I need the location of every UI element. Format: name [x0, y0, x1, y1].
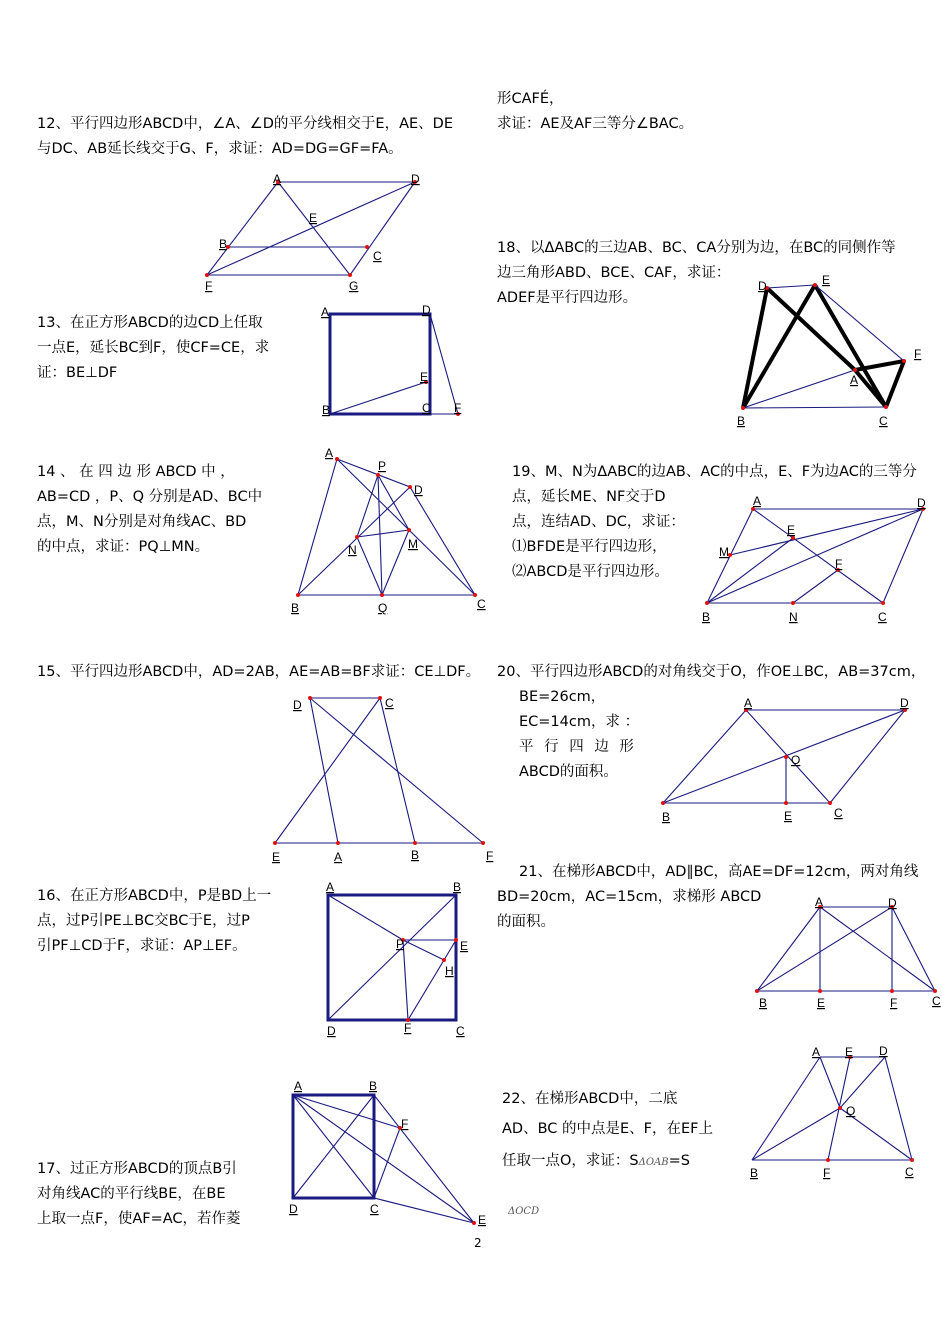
text-line: 对角线AC的平行线BE，在BE — [37, 1186, 226, 1202]
text-line: AD、BC 的中点是E、F，在EF上 — [502, 1121, 714, 1137]
problem-22-text — [502, 1084, 713, 1178]
label-N: N — [789, 610, 798, 624]
label-D: D — [758, 279, 767, 293]
label-C: C — [370, 1202, 379, 1216]
text-line: 平 行 四 边 形 — [519, 739, 637, 755]
figure-15 — [265, 690, 500, 870]
label-A: A — [273, 172, 282, 186]
label-C: C — [456, 1024, 465, 1038]
label-D: D — [289, 1202, 298, 1216]
text-line: 19、M、N为ΔABC的边AB、AC的中点，E、F为边AC的三等分 — [512, 464, 917, 480]
label-F: F — [486, 849, 494, 863]
label-D: D — [879, 1044, 888, 1058]
figure-16 — [318, 880, 478, 1040]
text-line: 上取一点F，使AF=AC，若作菱 — [37, 1211, 241, 1227]
text-line: 点，过P引PE⊥BC交BC于E，过P — [37, 913, 250, 929]
text-line: 21、在梯形ABCD中，AD∥BC，高AE=DF=12cm，两对角线 — [519, 864, 919, 880]
figure-22 — [740, 1045, 925, 1185]
label-A: A — [815, 895, 824, 909]
label-E: E — [845, 1045, 854, 1059]
label-D: D — [917, 496, 926, 510]
text-segment: 任取一点O，求证：S — [502, 1153, 639, 1169]
label-B: B — [702, 610, 711, 624]
text-line: 18、以ΔABC的三边AB、BC、CA分别为边，在BC的同侧作等 — [497, 240, 896, 256]
label-C: C — [373, 249, 382, 263]
label-F: F — [823, 1166, 831, 1180]
label-Q: Q — [378, 601, 388, 615]
label-D: D — [414, 483, 423, 497]
figure-19 — [695, 495, 935, 625]
figure-20 — [650, 695, 920, 825]
label-A: A — [294, 1079, 303, 1093]
label-B: B — [759, 996, 768, 1010]
label-M: M — [408, 537, 418, 551]
text-line — [502, 1146, 713, 1178]
problem-15-text — [37, 660, 480, 685]
text-line: 求证：AE及AF三等分∠BAC。 — [497, 116, 694, 132]
text-line: 20、平行四边形ABCD的对角线交于O，作OE⊥BC，AB=37cm， — [497, 664, 926, 680]
label-P: P — [378, 459, 387, 473]
text-line: 点，连结AD、DC，求证： — [512, 514, 685, 530]
label-E: E — [460, 939, 469, 953]
text-line: BE=26cm， — [519, 689, 606, 705]
label-C: C — [477, 597, 486, 611]
label-B: B — [322, 403, 331, 417]
label-C: C — [932, 994, 941, 1008]
label-A: A — [744, 696, 753, 710]
problem-17-continued-text — [497, 87, 693, 137]
label-O: O — [846, 1104, 856, 1118]
label-D: D — [293, 698, 302, 712]
label-E: E — [420, 370, 429, 384]
label-A: A — [321, 305, 330, 319]
label-D: D — [900, 696, 909, 710]
figure-18 — [730, 270, 930, 430]
text-line: ADEF是平行四边形。 — [497, 290, 638, 306]
label-A: A — [753, 494, 762, 508]
text-line: 形CAFÉ， — [497, 91, 564, 107]
label-C: C — [422, 401, 431, 415]
text-line: 与DC、AB延长线交于G、F，求证：AD=DG=GF=FA。 — [37, 141, 403, 157]
label-B: B — [750, 1166, 759, 1180]
text-line: 的面积。 — [497, 914, 555, 930]
label-E: E — [787, 523, 796, 537]
label-E: E — [817, 996, 826, 1010]
label-M: M — [719, 545, 729, 559]
label-P: P — [396, 937, 405, 951]
label-D: D — [411, 172, 420, 186]
label-A: A — [850, 373, 859, 387]
label-C: C — [385, 696, 394, 710]
label-B: B — [662, 810, 671, 824]
problem-13-text — [37, 311, 269, 386]
text-line: 证：BE⊥DF — [37, 365, 118, 381]
area-subscript-ocd: ΔOCD — [508, 1206, 540, 1217]
figure-21 — [745, 895, 945, 1015]
text-line: EC=14cm，求 ： — [519, 714, 640, 730]
text-line: 14 、 在 四 边 形 ABCD 中 ， — [37, 464, 235, 480]
label-H: H — [445, 964, 454, 978]
label-B: B — [369, 1079, 378, 1093]
text-segment: =S — [668, 1153, 690, 1169]
problem-12-text — [37, 112, 453, 162]
problem-16-text — [37, 884, 271, 959]
text-line: 13、在正方形ABCD的边CD上任取 — [37, 315, 263, 331]
figure-14 — [285, 445, 490, 615]
figure-12 — [195, 170, 435, 295]
text-line: BD=20cm，AC=15cm，求梯形 ABCD — [497, 889, 762, 905]
text-line: ⑵ABCD是平行四边形。 — [512, 564, 669, 580]
text-line: 12、平行四边形ABCD中，∠A、∠D的平分线相交于E，AE、DE — [37, 116, 454, 132]
page-number: 2 — [474, 1236, 482, 1250]
label-A: A — [325, 446, 334, 460]
label-C: C — [834, 806, 843, 820]
label-G: G — [349, 279, 359, 293]
label-B: B — [219, 237, 228, 251]
text-line: ABCD的面积。 — [519, 764, 618, 780]
text-line: 15、平行四边形ABCD中，AD=2AB，AE=AB=BF求证：CE⊥DF。 — [37, 664, 481, 680]
label-B: B — [737, 414, 746, 428]
text-line: 17、过正方形ABCD的顶点B引 — [37, 1161, 237, 1177]
text-line: 点，延长ME、NF交于D — [512, 489, 666, 505]
label-E: E — [272, 850, 281, 864]
figure-17 — [282, 1078, 492, 1228]
label-B: B — [291, 601, 300, 615]
label-D: D — [327, 1024, 336, 1038]
label-B: B — [453, 880, 462, 894]
label-F: F — [404, 1021, 412, 1035]
problem-17-text — [37, 1157, 241, 1232]
label-O: O — [791, 753, 801, 767]
text-line: AB=CD ，P、Q 分别是AD、BC中 — [37, 489, 263, 505]
label-E: E — [309, 211, 318, 225]
text-line: 边三角形ABD、BCE、CAF，求证： — [497, 265, 731, 281]
text-line: 的中点，求证：PQ⊥MN。 — [37, 539, 210, 555]
text-line: ⑴BFDE是平行四边形， — [512, 539, 667, 555]
label-F: F — [454, 401, 462, 415]
label-E: E — [784, 809, 793, 823]
text-line: 点，M、N分别是对角线AC、BD — [37, 514, 247, 530]
label-C: C — [905, 1165, 914, 1179]
label-C: C — [879, 414, 888, 428]
text-line: 22、在梯形ABCD中，二底 — [502, 1091, 678, 1107]
label-F: F — [205, 279, 213, 293]
text-line: 引PF⊥CD于F，求证：AP⊥EF。 — [37, 938, 247, 954]
label-N: N — [348, 543, 357, 557]
label-A: A — [326, 880, 335, 894]
label-C: C — [878, 610, 887, 624]
figure-13 — [318, 302, 468, 427]
label-F: F — [914, 347, 922, 361]
label-D: D — [422, 303, 431, 317]
area-subscript-oab: ΔOAB — [638, 1157, 669, 1168]
problem-14-text — [37, 460, 262, 560]
text-line: 一点E，延长BC到F，使CF=CE，求 — [37, 340, 270, 356]
label-A: A — [334, 850, 343, 864]
label-F: F — [890, 996, 898, 1010]
label-F: F — [401, 1117, 409, 1131]
label-B: B — [411, 848, 420, 862]
label-D: D — [888, 896, 897, 910]
label-E: E — [822, 273, 831, 287]
text-line: 16、在正方形ABCD中，P是BD上一 — [37, 888, 272, 904]
label-A: A — [812, 1045, 821, 1059]
label-F: F — [835, 557, 843, 571]
label-E: E — [478, 1213, 487, 1227]
